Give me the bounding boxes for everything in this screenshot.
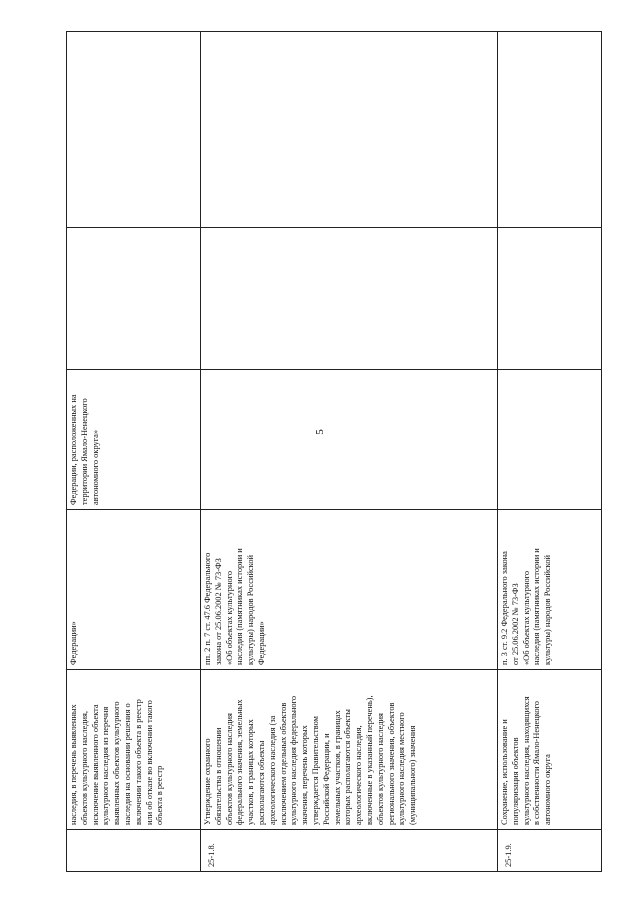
cell-line: федерального значения, земельных — [235, 699, 245, 825]
row-number: 25-1.9. — [498, 830, 602, 872]
cell-line: Утверждение охранного — [203, 738, 212, 825]
cell-line: объектов культурного наследия, — [79, 711, 89, 825]
cell-line: исключение выявленного объекта — [90, 704, 100, 825]
page-number: 5 — [314, 429, 326, 435]
cell-line: территории Ямало-Ненецкого — [79, 398, 89, 505]
cell-line: Федерации, расположенных на — [69, 394, 78, 505]
empty-cell — [201, 32, 498, 228]
cell-line: от 25.06.2002 № 73-ФЗ — [510, 583, 520, 665]
cell-line: п. 3 ст. 9.2 Федерального закона — [500, 551, 509, 665]
cell-line: обязательства в отношении — [213, 727, 223, 825]
cell-line: наследия, в перечень выявленных — [69, 704, 78, 825]
cell-line: пп. 2 п. 7 ст. 47.6 Федерального — [203, 552, 212, 665]
cell-line: в собственности Ямало-Ненецкого — [532, 701, 542, 825]
cell-line: автономного округа — [543, 754, 553, 825]
cell-line: наследия (памятниках истории и — [235, 548, 245, 665]
cell-line: или об отказе во включении такого — [144, 700, 154, 825]
empty-cell — [67, 32, 201, 228]
region-basis-cell — [201, 370, 498, 510]
cell-line: регионального значения, объектов — [386, 702, 396, 825]
table-row — [498, 32, 602, 872]
cell-line: утверждается Правительством — [310, 716, 320, 825]
cell-line: Федерации» — [69, 621, 78, 665]
empty-cell — [67, 228, 201, 370]
empty-cell — [498, 32, 602, 228]
cell-line: археологического наследия (за — [267, 715, 277, 825]
cell-line: культуры) народов Российской — [543, 555, 553, 665]
cell-line: популяризация объектов — [510, 737, 520, 825]
authority-name-cell — [498, 670, 602, 830]
cell-line: закона от 25.06.2002 № 73-ФЗ — [213, 558, 223, 665]
region-basis-cell — [67, 370, 201, 510]
cell-line: включенные в указанный перечень), — [364, 695, 374, 825]
cell-line: выявленных объектов культурного — [112, 701, 122, 825]
cell-line: «Об объектах культурного — [521, 570, 531, 665]
cell-line: объектов культурного наследия — [375, 713, 385, 825]
cell-line: значения, перечень которых — [300, 725, 310, 825]
cell-line: «Об объектах культурного — [224, 570, 234, 665]
cell-line: участков, в границах которых — [246, 719, 256, 825]
cell-line: культурного наследия федерального — [289, 695, 299, 825]
rotated-table-container — [66, 32, 601, 872]
cell-line: автономного округа» — [90, 429, 100, 505]
cell-line: Федерации» — [256, 621, 266, 665]
cell-line: объектов культурного наследия — [224, 713, 234, 825]
authority-table — [66, 31, 602, 872]
table-row — [201, 32, 498, 872]
cell-line: наследия на основании решения о — [122, 703, 132, 825]
table-row — [67, 32, 201, 872]
region-basis-cell — [498, 370, 602, 510]
cell-line: культурного наследия, находящихся — [521, 696, 531, 825]
cell-line: (муниципального) значения — [408, 725, 418, 825]
cell-line: Российской Федерации, и — [321, 733, 331, 825]
cell-line: которых располагаются объекты — [343, 709, 353, 825]
cell-line: культуры) народов Российской — [246, 555, 256, 665]
cell-line: объекта в реестр — [155, 765, 165, 825]
authority-name-cell — [67, 670, 201, 830]
cell-line: культурного наследия местного — [397, 712, 407, 825]
empty-cell — [201, 228, 498, 370]
legal-basis-cell — [201, 510, 498, 670]
row-number — [67, 830, 201, 872]
empty-cell — [498, 228, 602, 370]
row-number: 25-1.8. — [201, 830, 498, 872]
legal-basis-cell — [498, 510, 602, 670]
cell-line: культурного наследия из перечня — [101, 706, 111, 825]
authority-name-cell — [201, 670, 498, 830]
cell-line: исключением отдельных объектов — [278, 702, 288, 825]
cell-line: наследия (памятниках истории и — [532, 548, 542, 665]
cell-line: располагаются объекты — [256, 740, 266, 825]
cell-line: археологического наследия, — [354, 725, 364, 825]
cell-line: включении такого объекта в реестр — [133, 699, 143, 825]
cell-line: Сохранение, использование и — [500, 719, 509, 825]
cell-line: земельных участков, в границах — [332, 710, 342, 825]
legal-basis-cell — [67, 510, 201, 670]
